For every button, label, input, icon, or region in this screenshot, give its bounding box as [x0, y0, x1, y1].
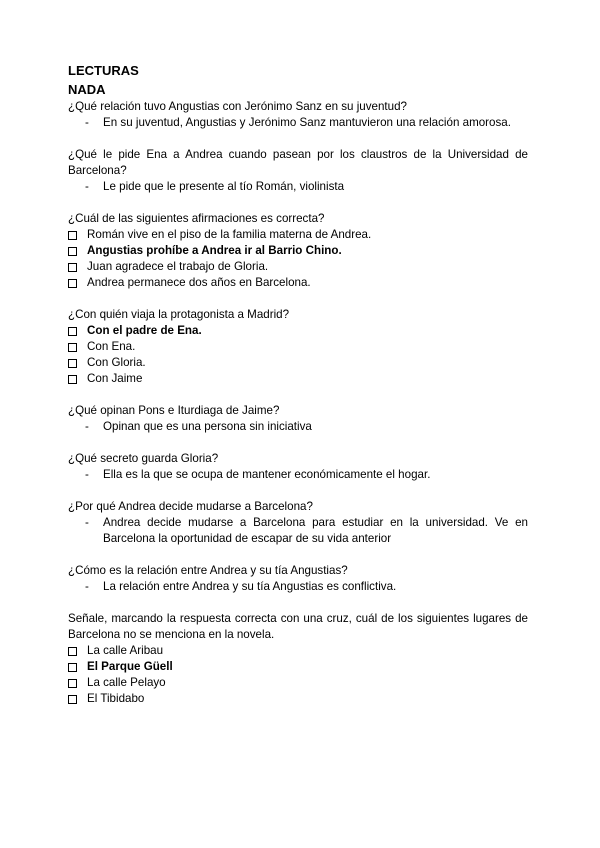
question-block	[68, 211, 528, 291]
checkbox-icon	[68, 679, 77, 688]
question-block	[68, 611, 528, 707]
question-block	[68, 307, 528, 387]
block-spacer	[68, 291, 528, 307]
answer-item	[68, 579, 528, 595]
option-text: Andrea permanece dos años en Barcelona.	[87, 276, 311, 289]
block-spacer	[68, 387, 528, 403]
question-text: Señale, marcando la respuesta correcta con una cruz, cuál de los siguientes lugares de Barcelona no se menciona en la novela.	[68, 612, 528, 641]
question-list	[68, 99, 528, 707]
option	[68, 691, 528, 707]
answer-text: Opinan que es una persona sin iniciativa	[103, 420, 312, 433]
question-text: ¿Con quién viaja la protagonista a Madrid?	[68, 308, 290, 321]
answer-text: Andrea decide mudarse a Barcelona para estudiar en la universidad. Ve en Barcelona la oportunidad de escapar de su vida anterior	[103, 516, 528, 545]
section-heading: LECTURAS	[68, 63, 139, 78]
option	[68, 339, 528, 355]
checkbox-icon	[68, 231, 77, 240]
answer-item	[68, 467, 528, 483]
answer-text: La relación entre Andrea y su tía Angustias es conflictiva.	[103, 580, 397, 593]
option-text: Angustias prohíbe a Andrea ir al Barrio Chino.	[87, 244, 342, 257]
option-correct	[68, 323, 528, 339]
answer-item	[68, 515, 528, 547]
dash-bullet: -	[85, 468, 89, 481]
checkbox-icon	[68, 359, 77, 368]
checkbox-icon	[68, 375, 77, 384]
option-text: El Tibidabo	[87, 692, 145, 705]
option-text: Con Gloria.	[87, 356, 146, 369]
option-text: El Parque Güell	[87, 660, 173, 673]
dash-bullet: -	[85, 580, 89, 593]
block-spacer	[68, 435, 528, 451]
question-block	[68, 563, 528, 595]
question-text: ¿Qué secreto guarda Gloria?	[68, 452, 219, 465]
option-text: La calle Aribau	[87, 644, 164, 657]
answer-text: En su juventud, Angustias y Jerónimo Sanz mantuvieron una relación amorosa.	[103, 116, 511, 129]
answer-item	[68, 419, 528, 435]
block-spacer	[68, 595, 528, 611]
question-text: ¿Qué le pide Ena a Andrea cuando pasean por los claustros de la Universidad de Barcelona?	[68, 148, 528, 177]
book-title: NADA	[68, 82, 106, 97]
question-text: ¿Por qué Andrea decide mudarse a Barcelona?	[68, 500, 313, 513]
checkbox-icon	[68, 263, 77, 272]
checkbox-icon	[68, 343, 77, 352]
document-content	[68, 62, 528, 707]
block-spacer	[68, 547, 528, 563]
checkbox-icon	[68, 663, 77, 672]
option-text: Román vive en el piso de la familia materna de Andrea.	[87, 228, 372, 241]
question-text: ¿Qué opinan Pons e Iturdiaga de Jaime?	[68, 404, 280, 417]
option-correct	[68, 243, 528, 259]
option	[68, 355, 528, 371]
checkbox-icon	[68, 327, 77, 336]
option	[68, 259, 528, 275]
option-text: Con Ena.	[87, 340, 136, 353]
question-block	[68, 499, 528, 547]
block-spacer	[68, 195, 528, 211]
question-text: ¿Cuál de las siguientes afirmaciones es correcta?	[68, 212, 325, 225]
dash-bullet: -	[85, 180, 89, 193]
option-text: La calle Pelayo	[87, 676, 166, 689]
question-block	[68, 147, 528, 195]
question-text: ¿Qué relación tuvo Angustias con Jerónimo Sanz en su juventud?	[68, 100, 407, 113]
block-spacer	[68, 483, 528, 499]
option	[68, 371, 528, 387]
checkbox-icon	[68, 247, 77, 256]
block-spacer	[68, 131, 528, 147]
answer-text: Ella es la que se ocupa de mantener económicamente el hogar.	[103, 468, 431, 481]
option-text: Con el padre de Ena.	[87, 324, 202, 337]
option-text: Con Jaime	[87, 372, 143, 385]
answer-item	[68, 179, 528, 195]
option-text: Juan agradece el trabajo de Gloria.	[87, 260, 269, 273]
option	[68, 643, 528, 659]
option-correct	[68, 659, 528, 675]
dash-bullet: -	[85, 116, 89, 129]
dash-bullet: -	[85, 420, 89, 433]
question-block	[68, 451, 528, 483]
option	[68, 675, 528, 691]
checkbox-icon	[68, 695, 77, 704]
option	[68, 275, 528, 291]
option	[68, 227, 528, 243]
answer-text: Le pide que le presente al tío Román, violinista	[103, 180, 345, 193]
question-block	[68, 99, 528, 131]
checkbox-icon	[68, 279, 77, 288]
question-text: ¿Cómo es la relación entre Andrea y su tía Angustias?	[68, 564, 348, 577]
checkbox-icon	[68, 647, 77, 656]
dash-bullet: -	[85, 516, 89, 529]
question-block	[68, 403, 528, 435]
answer-item	[68, 115, 528, 131]
